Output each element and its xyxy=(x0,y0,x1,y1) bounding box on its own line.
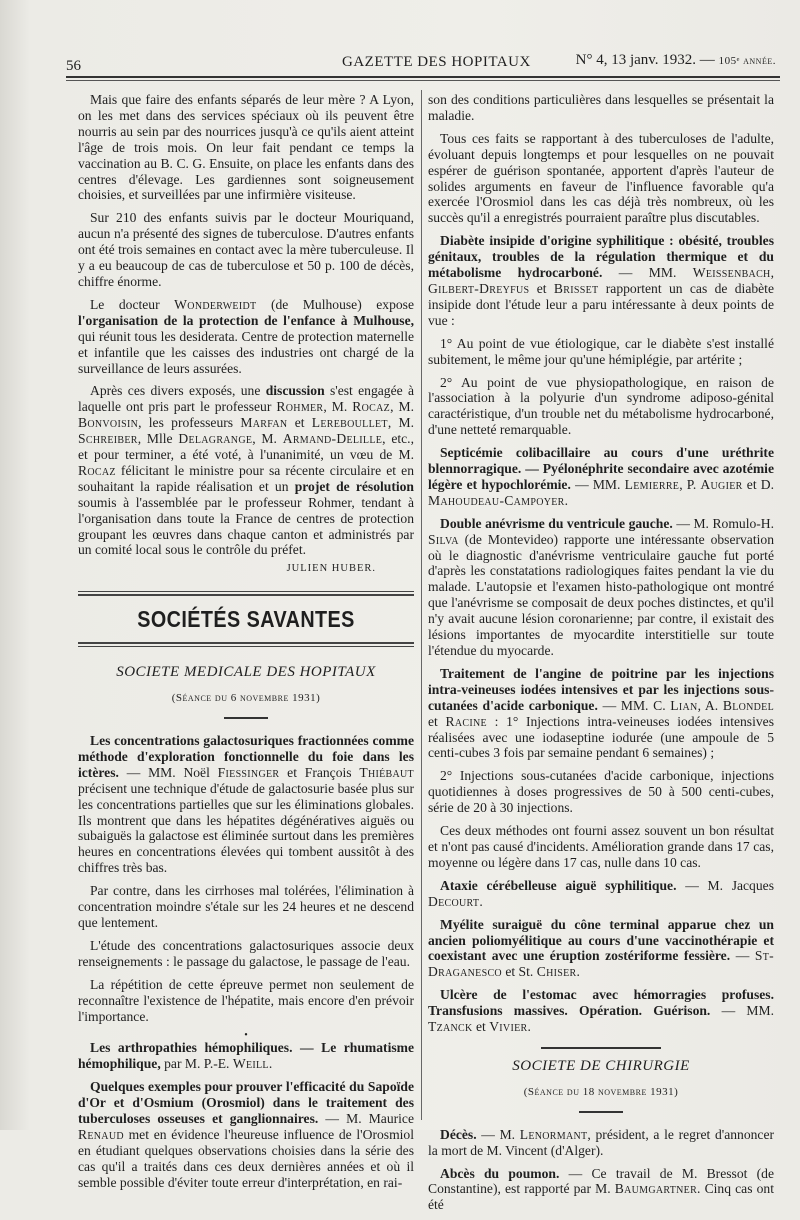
session-date: (Séance du 18 novembre 1931) xyxy=(523,1085,679,1098)
paragraph: 2° Injections sous-cutanées d'acide carbonique, injections quotidiennes à doses progressives de 50 à 500 centi-cubes, série de 20 à 30 injections. xyxy=(428,768,774,816)
author-name: Wonderweidt xyxy=(174,296,257,312)
paragraph: L'étude des concentrations galactosuriques associe deux renseignements : le passage du galactose, le passage de l'eau. xyxy=(78,937,414,969)
column-divider xyxy=(421,90,422,1120)
header-rule-thin xyxy=(66,80,780,81)
paragraph: Par contre, dans les cirrhoses mal tolérées, l'élimination à concentration moindre s'étale sur les 24 heures et ne descend que lentement. xyxy=(78,883,414,930)
left-column xyxy=(78,92,414,1197)
paragraph: Abcès du poumon. — Ce travail de M. Bressot (de Constantine), est rapporté par M. Baumgartner. Cinq cas ont été xyxy=(428,1165,775,1213)
section-rule xyxy=(541,1047,661,1049)
paragraph: Double anévrisme du ventricule gauche. — M. Romulo-H. Silva (de Montevideo) rapporte une intéressante observation où le diagnostic d'anévrisme ventriculaire gauche fut porté d'après les constatations radiologiques faites pendant la vie du malade. L'autopsie et l'examen histo-pathologique ont montré que l'anévrisme se composait de deux poches distinctes, et qu'il n'y avait aucune lésion coronarienne; par contre, il existait des lésions importantes de myocardite interstitielle sur toute l'étendue du myocarde. xyxy=(428,515,775,658)
session-date: (Séance du 6 novembre 1931) xyxy=(171,692,321,705)
section-title: SOCIÉTÉS SAVANTES xyxy=(137,606,355,633)
issue-year: 105ᵉ année. xyxy=(718,55,776,67)
paragraph: Ulcère de l'estomac avec hémorragies profuses. Transfusions massives. Opération. Guérison. — MM. Tzanck et Vivier. xyxy=(428,987,774,1035)
paragraph: La répétition de cette épreuve permet non seulement de reconnaître l'existence de l'hépatite, mais encore d'en prévoir l'importance. xyxy=(78,976,414,1024)
journal-title: GAZETTE DES HOPITAUX xyxy=(342,54,531,70)
paragraph: Mais que faire des enfants séparés de leur mère ? A Lyon, on les met dans des services spéciaux où ils peuvent être nourris au sein par des nourrices jusqu'à ce qu'ils aient atteint l'âge de trois mois. On leur fait pendant ce temps la vaccination au B. C. G. Ensuite, on place les enfants dans des centres d'élevage. Les gardiennes sont soigneusement choisies, et surveillées par une infirmière visiteuse. xyxy=(78,92,414,203)
paragraph: Après ces divers exposés, une discussion s'est engagée à laquelle ont pris part le professeur Rohmer, M. Rocaz, M. Bonvoisin, les professeurs Marfan et Lereboullet, M. Schreiber, Mlle Delagrange, M. Armand-Delille, etc., et pour terminer, a été voté, à l'unanimité, un vœu de M. Rocaz félicitant le ministre pour sa récente circulaire et en souhaitant la rapide réalisation et un projet de résolution soumis à l'assemblée par le professeur Rohmer, tendant à l'organisation dans toute la France de centres de protection groupant les œuvres dans chaque canton et administrés par un comité local sous le contrôle du préfet. xyxy=(78,383,414,558)
section-rule xyxy=(78,646,414,647)
section-rule-thick xyxy=(78,642,414,644)
paragraph: Myélite suraiguë du cône terminal apparue chez un ancien poliomyélitique au cours d'une vaccinothérapie et coexistant avec une éruption zostériforme fessière. — St-Draganesco et St. Chiser. xyxy=(428,916,774,980)
paragraph: 1° Au point de vue étiologique, car le diabète s'est installé subitement, le même jour qu'une hémiplégie, par artérite ; xyxy=(428,335,774,367)
society-heading: SOCIETE MEDICALE DES HOPITAUX xyxy=(116,664,376,681)
separator-dot: • xyxy=(244,1030,248,1042)
header-rule xyxy=(66,76,780,78)
paragraph: Ataxie cérébelleuse aiguë syphilitique. — M. Jacques Decourt. xyxy=(428,877,774,909)
paragraph: Les concentrations galactosuriques fractionnées comme méthode d'exploration fonctionnelle du foie dans les ictères. — MM. Noël Fiessinger et François Thiébaut précisent une technique d'étude de galactosurie basée plus sur les concentrations partielles que sur les éliminations globales. Ils montrent que dans les hépatites dégénératives aiguës ou subaiguës la galactose est éliminée surtout dans les premières heures en concentrations élevées qui tombent aussitôt à des chiffres très bas. xyxy=(78,733,414,876)
short-rule xyxy=(579,1111,623,1113)
paragraph: Quelques exemples pour prouver l'efficacité du Sapoïde d'Or et d'Osmium (Orosmiol) dans le traitement des tuberculoses osseuses et ganglionnaires. — M. Maurice Renaud met en évidence l'heureuse influence de l'Orosmiol en étudiant quelques observations choisies dans la série des cas qu'il a traités dans ces deux dernières années et où il semble possible d'éviter toute erreur d'interprétation, en rai- xyxy=(78,1079,414,1190)
article-signature: JULIEN HUBER. xyxy=(286,563,376,575)
society-heading: SOCIETE DE CHIRURGIE xyxy=(512,1057,690,1074)
paragraph: Les arthropathies hémophiliques. — Le rhumatisme hémophilique, par M. P.-E. Weill. xyxy=(78,1040,414,1072)
issue-info xyxy=(576,52,776,69)
short-rule xyxy=(224,717,268,719)
page-header xyxy=(66,52,776,74)
paragraph: Diabète insipide d'origine syphilitique : obésité, troubles génitaux, troubles de la régulation thermique et du métabolisme hydrocarboné. — MM. Weissenbach, Gilbert-Dreyfus et Brisset rapportent un cas de diabète insipide dont l'étude leur a paru intéressante à deux points de vue : xyxy=(428,233,774,328)
issue-date: N° 4, 13 janv. 1932. — xyxy=(575,52,715,68)
paragraph: Ces deux méthodes ont fourni assez souvent un bon résultat et n'ont pas causé d'incidents. Amélioration grande dans 17 cas, moyenne ou légère dans 17 cas, nulle dans 10 cas. xyxy=(428,823,774,870)
paragraph: Traitement de l'angine de poitrine par les injections intra-veineuses iodées intensives et par les injections sous-cutanées d'acide carbonique. — MM. C. Lian, A. Blondel et Racine : 1° Injections intra-veineuses iodées intensives réalisées avec une iodaseptine iodurée (une ampoule de 5 centi-cubes 3 fois par semaine pendant 6 semaines) ; xyxy=(428,665,775,761)
paragraph: 2° Au point de vue physiopathologique, en raison de l'association à la polyurie d'un syndrome adiposo-génital caractéristique, d'un trouble net du métabolisme hydrocarboné, d'une netteté remarquable. xyxy=(428,374,774,438)
paragraph: Tous ces faits se rapportant à des tuberculoses de l'adulte, évoluant depuis longtemps et pour lesquelles on ne pouvait espérer de guérison spontanée, apportent d'après l'auteur de solides arguments en faveur de l'influence favorable qu'a exercée l'Orosmiol dans les cas déjà très nombreux, où les succès qu'il a enregistrés pourraient paraître plus discutables. xyxy=(428,130,774,226)
paragraph: Décès. — M. Lenormant, président, a le regret d'annoncer la mort de M. Vincent (d'Alger). xyxy=(428,1126,775,1158)
paragraph: Septicémie colibacillaire au cours d'une uréthrite blennorragique. — Pyélonéphrite secondaire avec azotémie légère et hypochlorémie. — MM. Lemierre, P. Augier et D. Mahoudeau-Campoyer. xyxy=(428,445,774,508)
paragraph: son des conditions particulières dans lesquelles se présentait la maladie. xyxy=(428,92,774,123)
section-rule-thick xyxy=(78,594,414,596)
right-column xyxy=(428,92,774,1220)
section-rule xyxy=(78,591,414,592)
paragraph: Sur 210 des enfants suivis par le docteur Mouriquand, aucun n'a présenté des signes de tuberculose. D'autres enfants ont été trois semaines en contact avec la mère tuberculeuse. Il y a eu beaucoup de cas de tuberculose et 50 p. 100 de décès, chiffre énorme. xyxy=(78,210,414,289)
paragraph: Le docteur Wonderweidt (de Mulhouse) expose l'organisation de la protection de l'enfance à Mulhouse, qui réunit tous les desiderata. Centre de protection maternelle et infantile que les caisses des industries ont chargé de la surveillance de leurs assurées. xyxy=(78,296,414,376)
page-number: 56 xyxy=(66,58,81,74)
